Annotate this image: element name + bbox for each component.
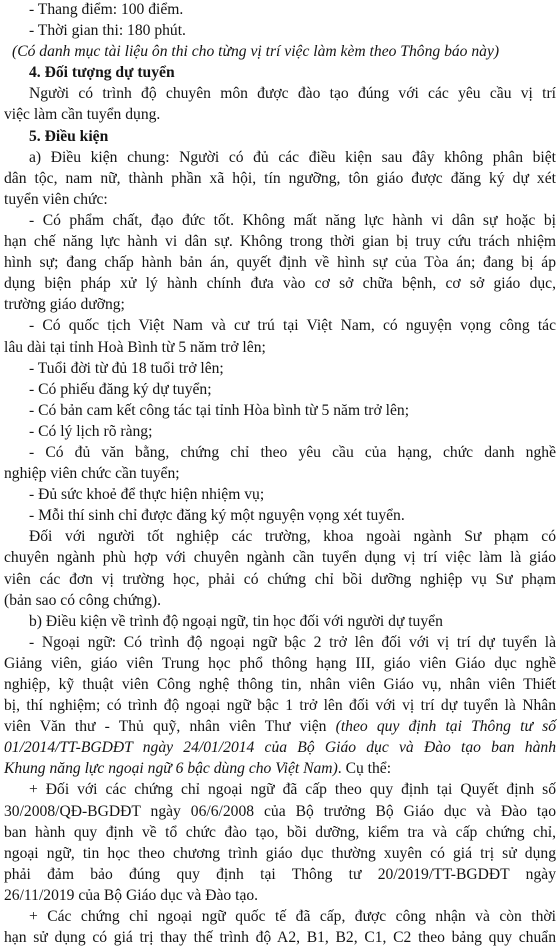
- text-span: - Ngoại ngữ: Có trình độ ngoại ngữ bậc 2 trở lên đối với vị trí dự tuyển là: [29, 633, 556, 651]
- section-heading: 4. Đối tượng dự tuyển: [29, 64, 175, 82]
- text-line: [4, 104, 556, 125]
- text-span: + Đối với các chứng chỉ ngoại ngữ đã cấp theo quy định tại Quyết định số: [29, 781, 556, 799]
- text-span: nghiệp viên chức cần tuyển;: [4, 465, 180, 483]
- text-line: [4, 779, 556, 800]
- text-span: - Có lý lịch rõ ràng;: [29, 422, 153, 440]
- text-line: [4, 231, 556, 252]
- text-span: hạn sử dụng có giá trị thay thế trình độ A2, B1, B2, C1, C2 theo bảng quy chuẩn: [4, 929, 556, 947]
- text-line: [4, 337, 556, 358]
- text-line: [4, 358, 556, 379]
- text-span: . Cụ thể:: [337, 760, 392, 778]
- text-line: [4, 526, 556, 547]
- text-line: [4, 463, 556, 484]
- text-line: [4, 252, 556, 273]
- text-span: (bản sao có công chứng).: [4, 591, 161, 609]
- text-line: [4, 210, 556, 231]
- text-span: viên Văn thư - Thủ quỹ, nhân viên Thư viện: [4, 718, 336, 736]
- text-line: [4, 315, 556, 336]
- text-line: [4, 737, 556, 758]
- text-span: - Mỗi thí sinh chỉ được đăng ký một nguyện vọng xét tuyển.: [29, 507, 405, 525]
- text-span: Đối với người tốt nghiệp các trường, khoa ngoài ngành Sư phạm có: [29, 528, 556, 546]
- text-span: - Tuổi đời từ đủ 18 tuổi trở lên;: [29, 359, 224, 377]
- text-line: [4, 379, 556, 400]
- text-span: - Thời gian thi: 180 phút.: [29, 22, 186, 40]
- text-line: [4, 590, 556, 611]
- text-line: [4, 442, 556, 463]
- italic-text: 01/2014/TT-BGDĐT ngày 24/01/2014 của Bộ Giáo dục và Đào tạo ban hành: [4, 739, 556, 757]
- text-line: [4, 569, 556, 590]
- text-span: hạn chế năng lực hành vi dân sự. Không trong thời gian bị truy cứu trách nhiệm: [4, 233, 556, 251]
- text-span: - Đủ sức khoẻ để thực hiện nhiệm vụ;: [29, 486, 265, 504]
- text-span: việc làm cần tuyển dụng.: [4, 106, 161, 124]
- text-span: a) Điều kiện chung: Người có đủ các điều kiện sau đây không phân biệt: [29, 148, 556, 166]
- text-line: [4, 674, 556, 695]
- italic-text: (Có danh mục tài liệu ôn thi cho từng vị trí việc làm kèm theo Thông báo này): [12, 43, 500, 61]
- text-line: [4, 484, 556, 505]
- text-span: - Có quốc tịch Việt Nam và cư trú tại Việt Nam, có nguyện vọng công tác: [29, 317, 556, 335]
- text-line: [4, 400, 556, 421]
- text-span: Giảng viên, giáo viên Trung học phổ thông hạng III, giáo viên Giáo dục nghề: [4, 654, 556, 672]
- section-heading: 5. Điều kiện: [29, 127, 109, 145]
- text-line: [4, 126, 556, 147]
- text-line: [4, 41, 556, 62]
- text-span: lâu dài tại tỉnh Hoà Bình từ 5 năm trở lên;: [4, 338, 266, 356]
- text-span: dụng biện pháp xử lý hành chính đưa vào cơ sở chữa bệnh, cơ sở giáo dục,: [4, 275, 556, 293]
- text-line: [4, 20, 556, 41]
- text-span: + Các chứng chỉ ngoại ngữ quốc tế đã cấp, được công nhận và còn thời: [29, 908, 556, 926]
- text-line: [4, 273, 556, 294]
- text-line: [4, 632, 556, 653]
- text-span: ngoại ngữ, tin học theo chương trình giáo dục thường xuyên có giá trị sử dụng: [4, 844, 556, 862]
- document-body: [4, 0, 556, 948]
- text-line: [4, 147, 556, 168]
- text-line: [4, 83, 556, 104]
- text-line: [4, 885, 556, 906]
- text-line: [4, 505, 556, 526]
- text-line: [4, 547, 556, 568]
- text-line: [4, 695, 556, 716]
- text-span: dân tộc, nam nữ, thành phần xã hội, tín ngưỡng, tôn giáo được đăng ký dự xét: [4, 169, 556, 187]
- text-span: ban hành quy định về tổ chức đào tạo, bồi dưỡng, kiểm tra và cấp chứng chỉ,: [4, 823, 556, 841]
- text-span: tuyển viên chức:: [4, 190, 108, 208]
- text-span: Người có trình độ chuyên môn được đào tạo đúng với các yêu cầu vị trí: [29, 85, 556, 103]
- text-span: nghiệp, kỹ thuật viên Công nghệ thông tin, nhân viên Giáo vụ, nhân viên Thiết: [4, 676, 556, 693]
- text-line: [4, 611, 556, 632]
- text-line: [4, 843, 556, 864]
- text-span: bị, thí nghiệm; có trình độ ngoại ngữ bậc 1 trở lên đối với vị trí dự tuyển là Nhân: [4, 697, 556, 715]
- text-line: [4, 801, 556, 822]
- text-line: [4, 864, 556, 885]
- text-span: trường giáo dưỡng;: [4, 296, 125, 314]
- text-line: [4, 189, 556, 210]
- text-span: b) Điều kiện về trình độ ngoại ngữ, tin học đối với người dự tuyển: [29, 612, 443, 630]
- text-span: - Có bản cam kết công tác tại tỉnh Hòa bình từ 5 năm trở lên;: [29, 401, 410, 419]
- text-line: [4, 0, 556, 20]
- text-line: [4, 168, 556, 189]
- text-span: - Có phẩm chất, đạo đức tốt. Không mất năng lực hành vi dân sự hoặc bị: [29, 211, 556, 229]
- text-span: - Có phiếu đăng ký dự tuyển;: [29, 380, 212, 398]
- italic-text: (theo quy định tại Thông tư số: [335, 718, 556, 736]
- text-line: [4, 62, 556, 83]
- text-line: [4, 294, 556, 315]
- text-line: [4, 906, 556, 927]
- text-span: viên các đơn vị trường học, phải có chứng chỉ bồi dưỡng nghiệp vụ Sư phạm: [4, 570, 556, 588]
- text-line: [4, 927, 556, 948]
- text-span: 26/11/2019 của Bộ Giáo dục và Đào tạo.: [4, 886, 259, 904]
- text-line: [4, 716, 556, 737]
- text-line: [4, 822, 556, 843]
- text-span: 30/2008/QĐ-BGDĐT ngày 06/6/2008 của Bộ trưởng Bộ Giáo dục và Đào tạo: [4, 802, 556, 820]
- text-span: chuyên ngành phù hợp với chuyên ngành cần tuyển dụng vị trí việc làm là giáo: [4, 549, 556, 567]
- italic-text: Khung năng lực ngoại ngữ 6 bậc dùng cho Việt Nam): [4, 760, 338, 778]
- text-span: - Thang điểm: 100 điểm.: [29, 1, 184, 18]
- text-span: hình sự; đang chấp hành bản án, quyết định về hình sự của Tòa án; đang bị áp: [4, 254, 556, 272]
- text-line: [4, 421, 556, 442]
- text-line: [4, 758, 556, 779]
- text-span: - Có đủ văn bằng, chứng chỉ theo yêu cầu của hạng, chức danh nghề: [29, 443, 556, 461]
- text-span: phải đảm bảo đúng quy định tại Thông tư 20/2019/TT-BGDĐT ngày: [4, 865, 556, 883]
- text-line: [4, 653, 556, 674]
